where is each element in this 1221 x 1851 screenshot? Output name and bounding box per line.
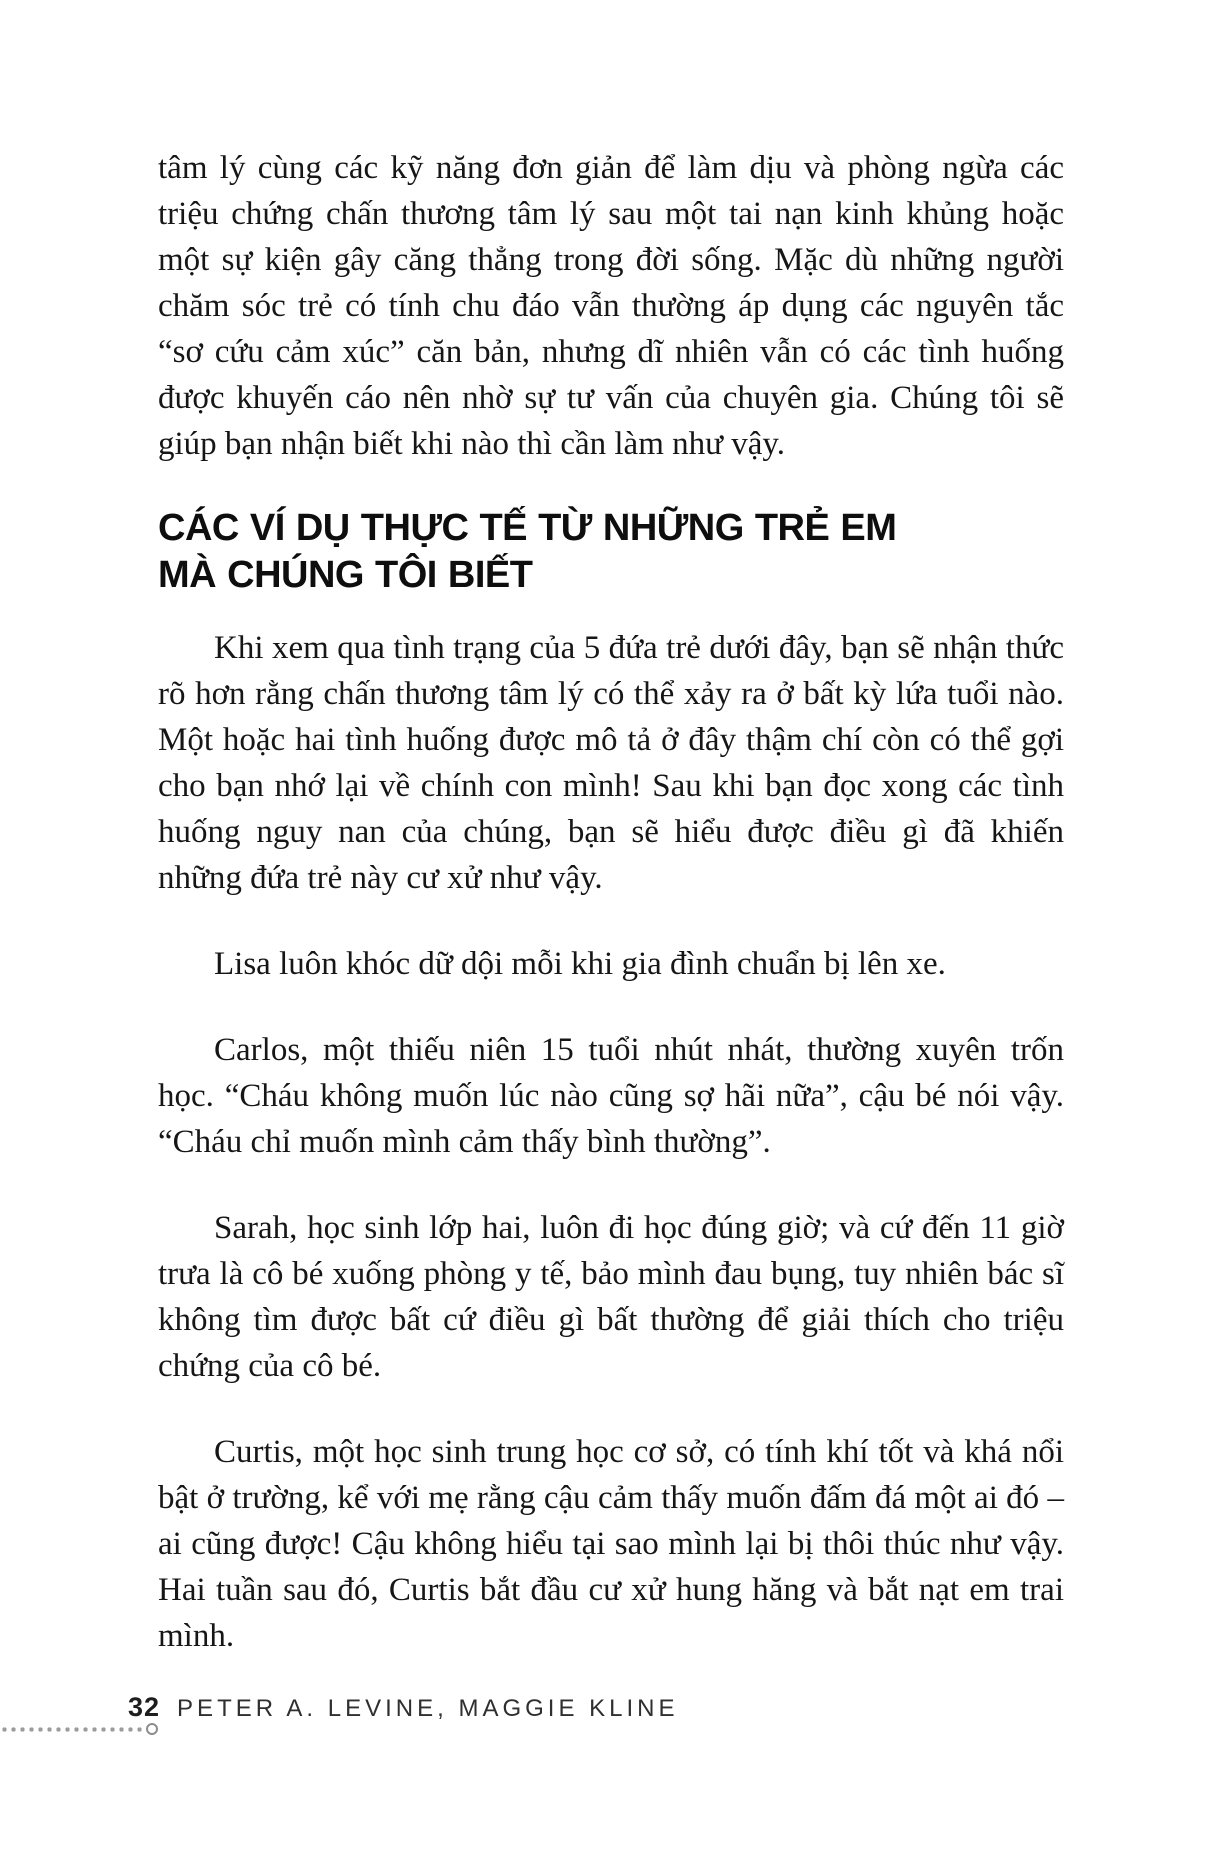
example-paragraph-curtis: Curtis, một học sinh trung học cơ sở, có tính khí tốt và khá nổi bật ở trường, kể với mẹ rằng cậu cảm thấy muốn đấm đá một ai đó – ai cũng được! Cậu không hiểu tại sao mình lại bị thôi thúc như vậy. Hai tuần sau đó, Curtis bắt đầu cư xử hung hăng và bắt nạt em trai mình.: [158, 1434, 1064, 1654]
section-heading-line-2: MÀ CHÚNG TÔI BIẾT: [158, 554, 533, 596]
running-footer-authors: PETER A. LEVINE, MAGGIE KLINE: [177, 1695, 679, 1722]
page-number: 32: [128, 1692, 161, 1722]
page-footer: [128, 1692, 679, 1723]
section-heading-line-1: CÁC VÍ DỤ THỰC TẾ TỪ NHỮNG TRẺ EM: [158, 507, 897, 549]
page-text-column: [158, 145, 1064, 1659]
example-paragraph-carlos: Carlos, một thiếu niên 15 tuổi nhút nhát, thường xuyên trốn học. “Cháu không muốn lúc nào cũng sợ hãi nữa”, cậu bé nói vậy. “Cháu chỉ muốn mình cảm thấy bình thường”.: [158, 1032, 1064, 1160]
example-paragraph-sarah: Sarah, học sinh lớp hai, luôn đi học đúng giờ; và cứ đến 11 giờ trưa là cô bé xuống phòng y tế, bảo mình đau bụng, tuy nhiên bác sĩ không tìm được bất cứ điều gì bất thường để giải thích cho triệu chứng của cô bé.: [158, 1210, 1064, 1384]
example-paragraph-lisa: Lisa luôn khóc dữ dội mỗi khi gia đình chuẩn bị lên xe.: [214, 946, 946, 982]
circle-marker-icon: [146, 1723, 158, 1735]
body-paragraph-1: tâm lý cùng các kỹ năng đơn giản để làm dịu và phòng ngừa các triệu chứng chấn thương tâm lý sau một tai nạn kinh khủng hoặc một sự kiện gây căng thẳng trong đời sống. Mặc dù những người chăm sóc trẻ có tính chu đáo vẫn thường áp dụng các nguyên tắc “sơ cứu cảm xúc” căn bản, nhưng dĩ nhiên vẫn có các tình huống được khuyến cáo nên nhờ sự tư vấn của chuyên gia. Chúng tôi sẽ giúp bạn nhận biết khi nào thì cần làm như vậy.: [158, 150, 1064, 462]
section-heading: [158, 505, 1064, 599]
dotted-leader-line: [0, 1727, 144, 1732]
body-paragraph-2: Khi xem qua tình trạng của 5 đứa trẻ dưới đây, bạn sẽ nhận thức rõ hơn rằng chấn thương tâm lý có thể xảy ra ở bất kỳ lứa tuổi nào. Một hoặc hai tình huống được mô tả ở đây thậm chí còn có thể gợi cho bạn nhớ lại về chính con mình! Sau khi bạn đọc xong các tình huống nguy nan của chúng, bạn sẽ hiểu được điều gì đã khiến những đứa trẻ này cư xử như vậy.: [158, 630, 1064, 896]
